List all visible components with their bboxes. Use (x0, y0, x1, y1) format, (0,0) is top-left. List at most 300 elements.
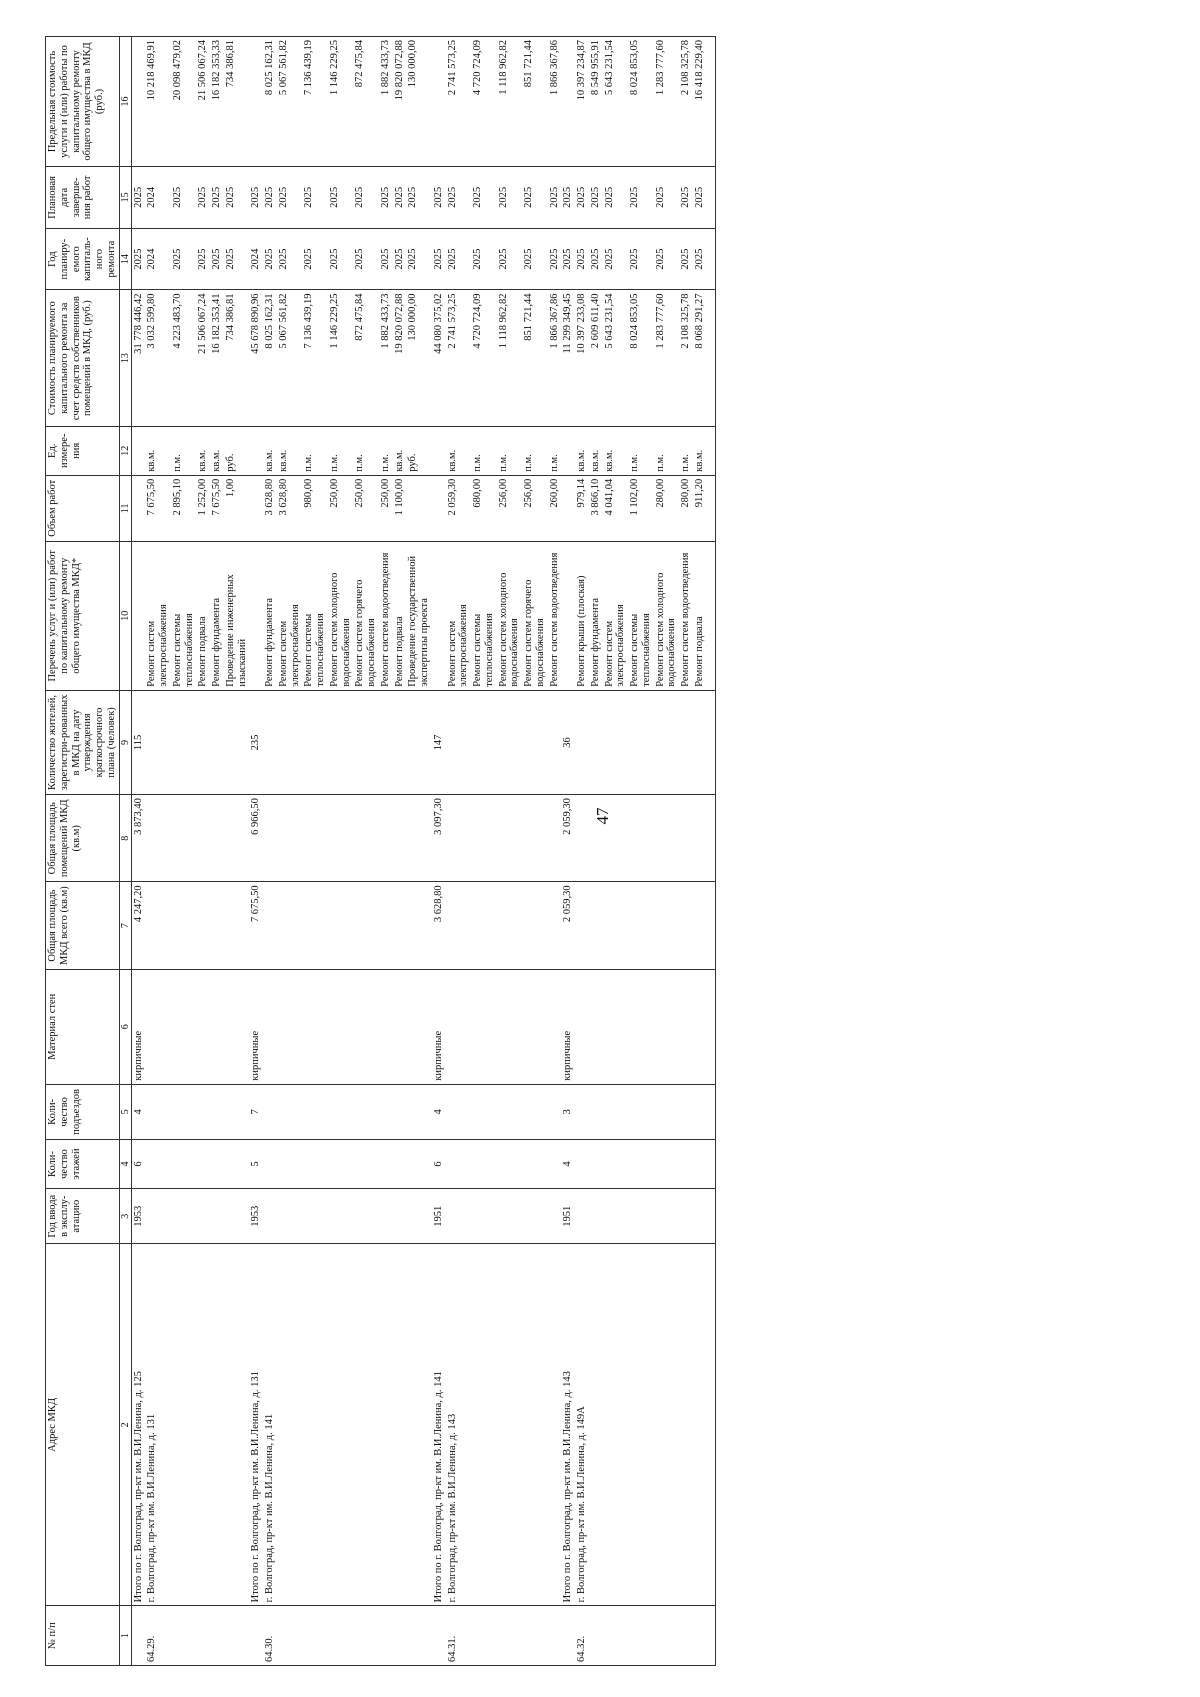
table-cell: п.м. (628, 426, 654, 475)
table-cell: 2025 (548, 167, 562, 229)
table-cell (707, 426, 716, 475)
column-number: 4 (119, 1140, 131, 1189)
table-cell (679, 1606, 693, 1666)
table-cell (406, 1189, 432, 1244)
table-cell: кв.м. (446, 426, 472, 475)
table-cell: 2025 (406, 228, 432, 290)
table-cell (379, 1084, 393, 1139)
table-cell: 2 741 573,25 (446, 37, 472, 167)
table-cell (707, 882, 716, 969)
table-cell (446, 795, 472, 882)
table-cell: 2 059,30 (446, 475, 472, 541)
table-cell (249, 1606, 263, 1666)
table-cell (561, 1606, 575, 1666)
table-total-row (432, 37, 446, 1666)
table-cell: 1 146 229,25 (328, 37, 354, 167)
table-cell: 3 873,40 (131, 795, 145, 882)
table-cell (471, 1244, 497, 1606)
table-cell: кв.м. (277, 426, 303, 475)
column-number: 16 (119, 37, 131, 167)
table-cell: 5 067 561,82 (277, 37, 303, 167)
table-cell: 2025 (210, 228, 224, 290)
table-cell: 1 882 433,73 (379, 37, 393, 167)
table-cell: 3 866,10 (589, 475, 603, 541)
table-cell: Проведение государственной экспертизы проекта (406, 541, 432, 690)
table-cell (145, 969, 171, 1084)
table-cell (522, 969, 548, 1084)
table-cell: Проведение инженерных изысканий (224, 541, 250, 690)
table-cell (707, 690, 716, 794)
table-cell: 1951 (432, 1189, 446, 1244)
table-cell (603, 882, 629, 969)
table-cell: 2025 (471, 167, 497, 229)
table-cell (277, 969, 303, 1084)
table-cell: 4 (561, 1140, 575, 1189)
table-cell: 36 (561, 690, 575, 794)
table-cell (328, 1189, 354, 1244)
table-cell (628, 882, 654, 969)
table-cell (654, 882, 680, 969)
table-cell (196, 1140, 210, 1189)
table-cell (603, 1606, 629, 1666)
table-cell: руб. (406, 426, 432, 475)
table-cell (548, 969, 562, 1084)
table-cell: 250,00 (379, 475, 393, 541)
table-cell: 2025 (302, 167, 328, 229)
table-cell: кв.м. (210, 426, 224, 475)
table-cell: 21 506 067,24 (196, 290, 210, 426)
table-cell (471, 1140, 497, 1189)
table-cell (471, 795, 497, 882)
table-row (196, 37, 210, 1666)
table-cell: Итого по г. Волгоград, пр-кт им. В.И.Ленина, д. 143 (561, 1244, 575, 1606)
table-cell (210, 1084, 224, 1139)
table-cell (561, 475, 575, 541)
table-cell: 64.32. (575, 1606, 589, 1666)
table-cell: 2024 (145, 228, 171, 290)
table-cell (328, 690, 354, 794)
table-cell: 19 820 072,88 (393, 290, 407, 426)
table-cell (353, 1189, 379, 1244)
table-cell (679, 1140, 693, 1189)
table-cell (693, 1140, 707, 1189)
table-cell: 235 (249, 690, 263, 794)
table-cell: Итого по г. Волгоград, пр-кт им. В.И.Ленина, д. 125 (131, 1244, 145, 1606)
header-cell: Адрес МКД (46, 1244, 120, 1606)
table-cell (210, 795, 224, 882)
table-cell (210, 1244, 224, 1606)
table-cell (171, 690, 197, 794)
table-cell: Ремонт системы теплоснабжения (471, 541, 497, 690)
table-row (693, 37, 707, 1666)
table-cell: 2025 (196, 167, 210, 229)
table-cell (548, 690, 562, 794)
table-cell: 1 146 229,25 (328, 290, 354, 426)
table-cell (379, 690, 393, 794)
table-cell (406, 1244, 432, 1606)
table-cell: 3 032 599,80 (145, 290, 171, 426)
table-cell: кв.м. (603, 426, 629, 475)
table-cell (393, 1140, 407, 1189)
table-cell: 1,00 (224, 475, 250, 541)
table-cell (263, 1084, 277, 1139)
table-cell: 147 (432, 690, 446, 794)
table-cell (196, 795, 210, 882)
table-cell: 4 720 724,09 (471, 290, 497, 426)
table-cell: 45 678 890,96 (249, 290, 263, 426)
table-cell (277, 690, 303, 794)
table-cell: 2025 (497, 167, 523, 229)
capital-repair-table (45, 36, 716, 1666)
table-cell: 19 820 072,88 (393, 37, 407, 167)
table-cell (224, 1140, 250, 1189)
table-cell: 5 067 561,82 (277, 290, 303, 426)
table-cell: Итого по г. Волгоград, пр-кт им. В.И.Ленина, д. 141 (432, 1244, 446, 1606)
table-cell: 2025 (263, 167, 277, 229)
column-number: 13 (119, 290, 131, 426)
table-cell: 6 (131, 1140, 145, 1189)
table-cell: 8 025 162,31 (263, 290, 277, 426)
table-cell (379, 1189, 393, 1244)
table-cell: п.м. (522, 426, 548, 475)
table-cell (603, 795, 629, 882)
table-cell (171, 882, 197, 969)
table-cell: Ремонт системы теплоснабжения (171, 541, 197, 690)
table-cell (654, 1189, 680, 1244)
table-cell (654, 1084, 680, 1139)
table-cell (393, 1189, 407, 1244)
table-cell (210, 969, 224, 1084)
table-cell (277, 1244, 303, 1606)
table-cell: 2 895,10 (171, 475, 197, 541)
table-cell (497, 882, 523, 969)
table-cell: 2025 (522, 167, 548, 229)
table-cell (196, 969, 210, 1084)
table-cell (497, 969, 523, 1084)
table-cell (210, 882, 224, 969)
table-cell (561, 541, 575, 690)
table-cell (353, 882, 379, 969)
table-cell (210, 1606, 224, 1666)
table-cell (575, 1084, 589, 1139)
table-cell (302, 1606, 328, 1666)
table-cell: 7 (249, 1084, 263, 1139)
table-cell (302, 1189, 328, 1244)
table-cell (432, 1606, 446, 1666)
table-cell (497, 795, 523, 882)
table-cell (548, 1189, 562, 1244)
table-cell: кв.м. (263, 426, 277, 475)
table-cell: 4 247,20 (131, 882, 145, 969)
table-cell: 2025 (393, 228, 407, 290)
table-cell: Ремонт систем электроснабжения (446, 541, 472, 690)
table-cell: 11 299 349,45 (561, 290, 575, 426)
table-cell: 2025 (210, 167, 224, 229)
table-cell (628, 1189, 654, 1244)
table-cell (393, 969, 407, 1084)
table-cell (224, 882, 250, 969)
table-cell: 2024 (249, 228, 263, 290)
table-cell (548, 795, 562, 882)
table-cell (406, 1140, 432, 1189)
table-cell (497, 1244, 523, 1606)
table-cell (393, 795, 407, 882)
table-cell: 2025 (654, 167, 680, 229)
header-cell: Материал стен (46, 969, 120, 1084)
table-cell (432, 37, 446, 167)
table-cell (302, 1244, 328, 1606)
table-cell (603, 690, 629, 794)
table-cell: 2025 (561, 167, 575, 229)
table-cell (393, 1606, 407, 1666)
table-cell (693, 1606, 707, 1666)
table-cell (575, 1140, 589, 1189)
table-cell: кирпичные (561, 969, 575, 1084)
table-cell (693, 795, 707, 882)
table-cell (693, 690, 707, 794)
page-number: 47 (593, 807, 612, 825)
table-cell: 2025 (131, 167, 145, 229)
table-cell: 2025 (575, 228, 589, 290)
header-cell: Плановая дата заверше-ния работ (46, 167, 120, 229)
table-cell: 1953 (249, 1189, 263, 1244)
table-cell (471, 1189, 497, 1244)
table-cell: 4 (432, 1084, 446, 1139)
header-cell: Стоимость планируемого капитального ремонта за счет средств собственников помещений в МКД, (руб.) (46, 290, 120, 426)
table-cell (196, 1084, 210, 1139)
table-cell: 851 721,44 (522, 290, 548, 426)
table-total-row (561, 37, 575, 1666)
table-cell: п.м. (548, 426, 562, 475)
table-cell (575, 795, 589, 882)
table-cell: 4 041,04 (603, 475, 629, 541)
table-cell (210, 1189, 224, 1244)
table-cell: 911,20 (693, 475, 707, 541)
table-cell: 1 102,00 (628, 475, 654, 541)
table-cell: 280,00 (679, 475, 693, 541)
table-cell (263, 690, 277, 794)
table-cell: Ремонт систем холодного водоснабжения (497, 541, 523, 690)
table-cell: 2025 (171, 228, 197, 290)
table-cell: п.м. (328, 426, 354, 475)
table-row (497, 37, 523, 1666)
table-cell: 2 059,30 (561, 882, 575, 969)
header-cell: Количество жителей, зарегистри-рованных в МКД на дату утверждения краткосрочного плана (человек) (46, 690, 120, 794)
table-cell (353, 1606, 379, 1666)
table-cell: Ремонт систем электроснабжения (603, 541, 629, 690)
table-cell (393, 882, 407, 969)
table-cell: 8 549 955,91 (589, 37, 603, 167)
table-cell (707, 969, 716, 1084)
table-cell (446, 969, 472, 1084)
table-cell: 2025 (471, 228, 497, 290)
table-cell: Ремонт крыши (плоская) (575, 541, 589, 690)
table-cell (263, 1189, 277, 1244)
table-cell (302, 969, 328, 1084)
table-cell (707, 290, 716, 426)
header-cell: Общая площадь МКД всего (кв.м) (46, 882, 120, 969)
table-cell (679, 1084, 693, 1139)
table-cell: 2025 (353, 228, 379, 290)
table-cell (628, 969, 654, 1084)
table-cell (679, 1189, 693, 1244)
table-cell (707, 795, 716, 882)
table-cell: 20 098 479,02 (171, 37, 197, 167)
table-cell (302, 1140, 328, 1189)
table-cell (249, 475, 263, 541)
table-cell: 7 675,50 (145, 475, 171, 541)
table-row (446, 37, 472, 1666)
table-cell (393, 690, 407, 794)
column-number: 11 (119, 475, 131, 541)
table-cell: 2025 (432, 167, 446, 229)
table-cell: Ремонт систем холодного водоснабжения (654, 541, 680, 690)
table-cell: 2 741 573,25 (446, 290, 472, 426)
table-cell (277, 795, 303, 882)
table-cell: Ремонт систем водоотведения (379, 541, 393, 690)
table-cell (210, 1140, 224, 1189)
table-cell (589, 1084, 603, 1139)
table-cell (224, 690, 250, 794)
table-row (589, 37, 603, 1666)
table-cell: 2025 (446, 167, 472, 229)
table-cell: п.м. (471, 426, 497, 475)
table-cell: 64.30. (263, 1606, 277, 1666)
table-cell: 2 108 325,78 (679, 37, 693, 167)
table-cell (654, 795, 680, 882)
table-cell (603, 969, 629, 1084)
table-cell (654, 969, 680, 1084)
table-cell: 4 (131, 1084, 145, 1139)
header-cell: № п/п (46, 1606, 120, 1666)
table-cell (693, 1244, 707, 1606)
table-cell: п.м. (353, 426, 379, 475)
table-cell: Ремонт систем электроснабжения (145, 541, 171, 690)
table-row (277, 37, 303, 1666)
table-cell: 6 966,50 (249, 795, 263, 882)
table-cell: п.м. (171, 426, 197, 475)
table-cell (353, 1244, 379, 1606)
table-cell (145, 1189, 171, 1244)
table-cell (171, 1084, 197, 1139)
table-row (679, 37, 693, 1666)
table-cell: кв.м. (575, 426, 589, 475)
table-cell (707, 1189, 716, 1244)
table-cell (589, 1244, 603, 1606)
table-cell (561, 37, 575, 167)
table-cell: 2025 (693, 228, 707, 290)
column-number: 7 (119, 882, 131, 969)
table-cell: 2025 (575, 167, 589, 229)
table-cell: 1 283 777,60 (654, 37, 680, 167)
table-cell: 851 721,44 (522, 37, 548, 167)
table-cell (131, 426, 145, 475)
table-cell (522, 1084, 548, 1139)
table-cell (603, 1140, 629, 1189)
table-cell (497, 1084, 523, 1139)
table-row (406, 37, 432, 1666)
table-cell: кв.м. (693, 426, 707, 475)
table-cell: кв.м. (145, 426, 171, 475)
table-cell (679, 795, 693, 882)
table-cell: Ремонт систем водоотведения (679, 541, 693, 690)
table-cell (522, 1606, 548, 1666)
table-cell (707, 475, 716, 541)
table-cell (145, 1140, 171, 1189)
table-cell (302, 1084, 328, 1139)
table-row (575, 37, 589, 1666)
table-cell: 2025 (693, 167, 707, 229)
table-cell: 1 100,00 (393, 475, 407, 541)
table-cell (171, 1244, 197, 1606)
table-cell (302, 795, 328, 882)
table-cell (224, 1606, 250, 1666)
table-cell: 7 675,50 (210, 475, 224, 541)
table-cell (379, 1244, 393, 1606)
table-cell (406, 1606, 432, 1666)
table-cell (277, 1140, 303, 1189)
table-cell (707, 37, 716, 167)
table-cell (302, 882, 328, 969)
table-cell (277, 1606, 303, 1666)
table-cell (171, 1189, 197, 1244)
table-cell (589, 1189, 603, 1244)
table-cell (497, 1140, 523, 1189)
table-cell (707, 1084, 716, 1139)
table-cell (589, 795, 603, 882)
table-cell: 2025 (589, 167, 603, 229)
table-cell: 21 506 067,24 (196, 37, 210, 167)
table-cell: 2025 (497, 228, 523, 290)
table-cell: 256,00 (522, 475, 548, 541)
table-cell (707, 541, 716, 690)
table-cell: 1 283 777,60 (654, 290, 680, 426)
table-cell (406, 882, 432, 969)
table-cell: 16 182 353,33 (210, 37, 224, 167)
table-cell: 3 (561, 1084, 575, 1139)
table-cell: 2025 (302, 228, 328, 290)
table-cell (328, 969, 354, 1084)
table-cell: 5 643 231,54 (603, 290, 629, 426)
table-cell: 2025 (263, 228, 277, 290)
table-cell (522, 1140, 548, 1189)
header-cell: Ед. измере-ния (46, 426, 120, 475)
table-cell (693, 882, 707, 969)
table-cell (575, 882, 589, 969)
table-row (302, 37, 328, 1666)
table-cell: 2025 (328, 228, 354, 290)
table-cell (131, 37, 145, 167)
table-cell: 2025 (654, 228, 680, 290)
table-cell: 2025 (277, 167, 303, 229)
table-cell: 2025 (328, 167, 354, 229)
table-cell (131, 475, 145, 541)
table-cell: г. Волгоград, пр-кт им. В.И.Ленина, д. 141 (263, 1244, 277, 1606)
table-cell: 5 (249, 1140, 263, 1189)
table-cell (522, 1189, 548, 1244)
table-cell: 31 778 446,42 (131, 290, 145, 426)
table-cell (522, 882, 548, 969)
table-cell: 8 068 291,27 (693, 290, 707, 426)
column-number: 1 (119, 1606, 131, 1666)
table-cell: 2025 (603, 228, 629, 290)
table-cell (145, 795, 171, 882)
column-number: 10 (119, 541, 131, 690)
table-cell: 16 182 353,41 (210, 290, 224, 426)
table-cell: 16 418 229,40 (693, 37, 707, 167)
table-row (263, 37, 277, 1666)
table-cell (446, 690, 472, 794)
